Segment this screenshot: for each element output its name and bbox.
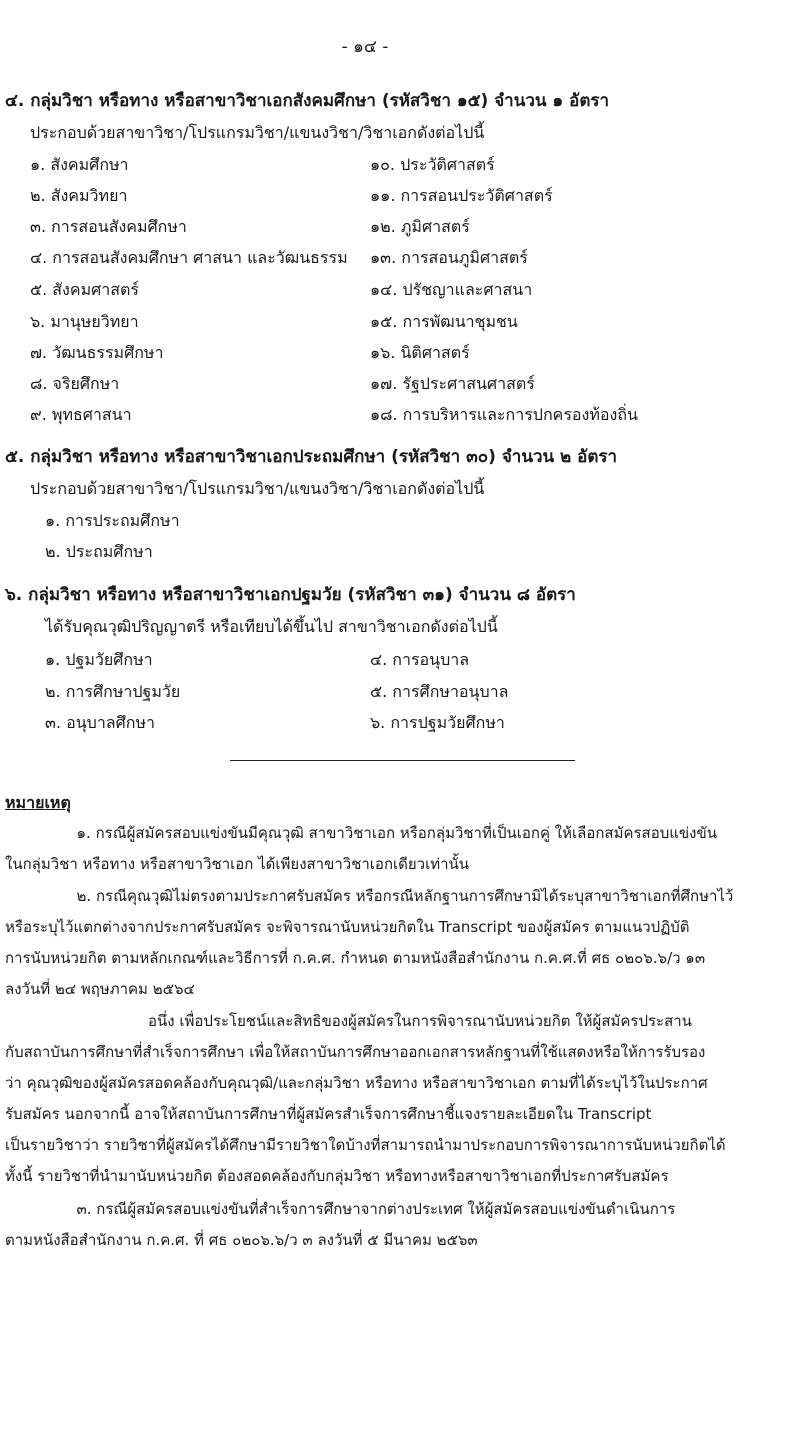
list-item: ๕. สังคมศาสตร์ xyxy=(30,280,139,299)
remark-line: กับสถาบันการศึกษาที่สำเร็จการศึกษา เพื่อให้สถาบันการศึกษาออกเอกสารหลักฐานที่ใช้แสดงหรือให้การรับรอง xyxy=(5,1043,706,1061)
remark-paragraph xyxy=(5,881,795,1005)
section-heading: ๔. กลุ่มวิชา หรือทาง หรือสาขาวิชาเอกสังคมศึกษา (รหัสวิชา ๑๕) จำนวน ๑ อัตรา xyxy=(5,91,610,111)
remark-line: ในกลุ่มวิชา หรือทาง หรือสาขาวิชาเอก ได้เพียงสาขาวิชาเอกเดียวเท่านั้น xyxy=(5,855,470,873)
remark-line: ลงวันที่ ๒๔ พฤษภาคม ๒๕๖๔ xyxy=(5,980,195,998)
list-item: ๓. อนุบาลศึกษา xyxy=(45,713,155,732)
section-subheading: ได้รับคุณวุฒิปริญญาตรี หรือเทียบได้ขึ้นไป สาขาวิชาเอกดังต่อไปนี้ xyxy=(45,617,498,636)
list-item: ๑. ปฐมวัยศึกษา xyxy=(45,650,153,669)
remark-paragraph xyxy=(5,1194,795,1256)
remark-line: รับสมัคร นอกจากนี้ อาจให้สถาบันการศึกษาที่ผู้สมัครสำเร็จการศึกษาชี้แจงรายละเอียดใน Transcript xyxy=(5,1105,652,1123)
remark-line: ทั้งนี้ รายวิชาที่นำมานับหน่วยกิต ต้องสอดคล้องกับกลุ่มวิชา หรือทางหรือสาขาวิชาเอกที่ประกาศรับสมัคร xyxy=(5,1167,669,1185)
section-heading: ๖. กลุ่มวิชา หรือทาง หรือสาขาวิชาเอกปฐมวัย (รหัสวิชา ๓๑) จำนวน ๘ อัตรา xyxy=(5,585,576,605)
list-item: ๑๘. การบริหารและการปกครองท้องถิ่น xyxy=(370,405,638,424)
list-item: ๑๔. ปรัชญาและศาสนา xyxy=(370,280,533,299)
remark-line: ตามหนังสือสำนักงาน ก.ค.ศ. ที่ ศธ ๐๒๐๖.๖/ว ๓ ลงวันที่ ๕ มีนาคม ๒๕๖๓ xyxy=(5,1231,478,1249)
remark-line: การนับหน่วยกิต ตามหลักเกณฑ์และวิธีการที่ ก.ค.ศ. กำหนด ตามหนังสือสำนักงาน ก.ค.ศ.ที่ ศธ ๐๒๐๖.๖/ว ๑๓ xyxy=(5,949,706,967)
list-item: ๙. พุทธศาสนา xyxy=(30,405,132,424)
list-item: ๒. สังคมวิทยา xyxy=(30,186,128,205)
section-divider xyxy=(230,760,575,761)
section-subheading: ประกอบด้วยสาขาวิชา/โปรแกรมวิชา/แขนงวิชา/วิชาเอกดังต่อไปนี้ xyxy=(30,123,485,142)
list-item: ๑๗. รัฐประศาสนศาสตร์ xyxy=(370,374,535,393)
list-item: ๓. การสอนสังคมศึกษา xyxy=(30,217,187,236)
list-item: ๒. การศึกษาปฐมวัย xyxy=(45,682,181,701)
list-item: ๖. มานุษยวิทยา xyxy=(30,312,139,331)
list-item: ๑๐. ประวัติศาสตร์ xyxy=(370,155,495,174)
list-item: ๕. การศึกษาอนุบาล xyxy=(370,682,509,701)
list-item: ๔. การอนุบาล xyxy=(370,650,470,669)
list-item: ๖. การปฐมวัยศึกษา xyxy=(370,713,505,732)
list-item: ๑. การประถมศึกษา xyxy=(45,511,180,530)
list-item: ๘. จริยศึกษา xyxy=(30,374,120,393)
list-item: ๑๖. นิติศาสตร์ xyxy=(370,343,470,362)
list-item: ๑๓. การสอนภูมิศาสตร์ xyxy=(370,248,528,267)
remark-paragraph xyxy=(5,818,795,880)
remarks-title: หมายเหตุ xyxy=(5,793,71,812)
list-item: ๔. การสอนสังคมศึกษา ศาสนา และวัฒนธรรม xyxy=(30,248,348,267)
remark-line: อนึ่ง เพื่อประโยชน์และสิทธิของผู้สมัครในการพิจารณานับหน่วยกิต ให้ผู้สมัครประสาน xyxy=(5,1012,692,1030)
remark-line: ๓. กรณีผู้สมัครสอบแข่งขันที่สำเร็จการศึกษาจากต่างประเทศ ให้ผู้สมัครสอบแข่งขันดำเนินการ xyxy=(5,1200,676,1218)
list-item: ๑๕. การพัฒนาชุมชน xyxy=(370,312,518,331)
list-item: ๑๒. ภูมิศาสตร์ xyxy=(370,217,470,236)
list-item: ๑๑. การสอนประวัติศาสตร์ xyxy=(370,186,553,205)
remark-line: ๒. กรณีคุณวุฒิไม่ตรงตามประกาศรับสมัคร หรือกรณีหลักฐานการศึกษามิได้ระบุสาขาวิชาเอกที่ศึกษาไว้ xyxy=(5,887,734,905)
remark-line: เป็นรายวิชาว่า รายวิชาที่ผู้สมัครได้ศึกษามีรายวิชาใดบ้างที่สามารถนำมาประกอบการพิจารณาการนับหน่วยกิตได้ xyxy=(5,1136,726,1154)
list-item: ๒. ประถมศึกษา xyxy=(45,542,153,561)
list-item: ๑. สังคมศึกษา xyxy=(30,155,129,174)
remark-line: ๑. กรณีผู้สมัครสอบแข่งขันมีคุณวุฒิ สาขาวิชาเอก หรือกลุ่มวิชาที่เป็นเอกคู่ ให้เลือกสมัครสอบแข่งขัน xyxy=(5,824,717,842)
section-subheading: ประกอบด้วยสาขาวิชา/โปรแกรมวิชา/แขนงวิชา/วิชาเอกดังต่อไปนี้ xyxy=(30,479,485,498)
remark-paragraph xyxy=(5,1006,795,1192)
page-number: - ๑๔ - xyxy=(341,37,389,57)
list-item: ๗. วัฒนธรรมศึกษา xyxy=(30,343,164,362)
section-heading: ๕. กลุ่มวิชา หรือทาง หรือสาขาวิชาเอกประถมศึกษา (รหัสวิชา ๓๐) จำนวน ๒ อัตรา xyxy=(5,447,618,467)
remark-line: ว่า คุณวุฒิของผู้สมัครสอดคล้องกับคุณวุฒิ/และกลุ่มวิชา หรือทาง หรือสาขาวิชาเอก ตามที่ได้ระบุไว้ในประกาศ xyxy=(5,1074,708,1092)
remark-line: หรือระบุไว้แตกต่างจากประกาศรับสมัคร จะพิจารณานับหน่วยกิตใน Transcript ของผู้สมัคร ตามแนวปฏิบัติ xyxy=(5,918,690,936)
